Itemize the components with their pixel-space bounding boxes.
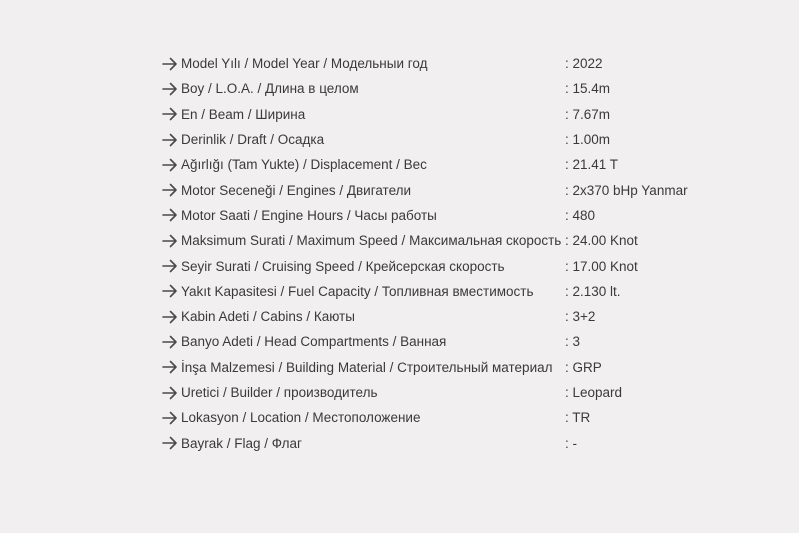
spec-label: Kabin Adeti / Cabins / Каюты — [181, 309, 355, 325]
spec-row-model-year — [162, 51, 762, 76]
arrow-right-icon — [162, 284, 178, 298]
spec-label: Yakıt Kapasitesi / Fuel Capacity / Топливная вместимость — [181, 283, 534, 299]
spec-row-fuel-capacity — [162, 279, 762, 304]
spec-row-engine-hours — [162, 203, 762, 228]
arrow-right-icon — [162, 436, 178, 450]
arrow-right-icon — [162, 411, 178, 425]
arrow-right-icon — [162, 234, 178, 248]
spec-value: : 15.4m — [565, 81, 611, 97]
spec-value: : 7.67m — [565, 106, 611, 122]
arrow-right-icon — [162, 360, 178, 374]
spec-row-max-speed — [162, 228, 762, 253]
arrow-right-icon — [162, 259, 178, 273]
spec-value: : 3+2 — [565, 309, 596, 325]
spec-label: Uretici / Builder / производитель — [181, 385, 378, 400]
spec-row-displacement — [162, 152, 762, 177]
spec-label: İnşa Malzemesi / Building Material / Строительный материал — [181, 359, 553, 375]
spec-row-building-material — [162, 355, 762, 380]
spec-value: : - — [565, 435, 577, 451]
spec-value: : Leopard — [565, 385, 623, 400]
spec-value: : 24.00 Knot — [565, 233, 638, 249]
arrow-right-icon — [162, 310, 178, 324]
spec-label: Motor Saati / Engine Hours / Часы работы — [181, 207, 437, 223]
arrow-right-icon — [162, 133, 178, 147]
spec-row-location — [162, 405, 762, 430]
arrow-right-icon — [162, 183, 178, 197]
spec-label: Ağırlığı (Tam Yukte) / Displacement / Вес — [181, 157, 427, 173]
spec-row-builder — [162, 380, 762, 405]
arrow-right-icon — [162, 107, 178, 121]
spec-row-cruising-speed — [162, 253, 762, 278]
spec-value: : GRP — [565, 359, 602, 375]
spec-value: : 2022 — [565, 56, 603, 72]
spec-label: Maksimum Surati / Maximum Speed / Максимальная скорость — [181, 233, 562, 249]
spec-label: Bayrak / Flag / Флаг — [181, 435, 302, 451]
spec-value: : 1.00m — [565, 132, 611, 148]
spec-label: Model Yılı / Model Year / Модельныи год — [181, 56, 428, 72]
arrow-right-icon — [162, 386, 178, 400]
spec-label: Motor Seceneği / Engines / Двигатели — [181, 182, 412, 198]
spec-label: Banyo Adeti / Head Compartments / Ванная — [181, 334, 447, 350]
spec-label: Derinlik / Draft / Осадка — [181, 132, 325, 148]
spec-value: : 480 — [565, 207, 596, 223]
spec-value: : 21.41 T — [565, 157, 619, 173]
arrow-right-icon — [162, 158, 178, 172]
arrow-right-icon — [162, 335, 178, 349]
spec-label: Boy / L.O.A. / Длина в целом — [181, 81, 359, 97]
spec-label: Lokasyon / Location / Местоположение — [181, 410, 421, 426]
spec-row-flag — [162, 430, 762, 455]
arrow-right-icon — [162, 57, 178, 71]
spec-value: : 2x370 bHp Yanmar — [565, 182, 688, 198]
arrow-right-icon — [162, 208, 178, 222]
spec-value: : 3 — [565, 334, 581, 350]
spec-row-draft — [162, 127, 762, 152]
spec-row-beam — [162, 102, 762, 127]
spec-value: : 17.00 Knot — [565, 258, 638, 274]
spec-value: : TR — [565, 410, 591, 426]
spec-list — [162, 51, 762, 456]
spec-label: En / Beam / Ширина — [181, 106, 306, 122]
spec-row-loa — [162, 76, 762, 101]
spec-row-cabins — [162, 304, 762, 329]
spec-row-head-compartments — [162, 329, 762, 354]
spec-value: : 2.130 lt. — [565, 283, 621, 299]
spec-label: Seyir Surati / Cruising Speed / Крейсерская скорость — [181, 258, 505, 274]
arrow-right-icon — [162, 82, 178, 96]
spec-row-engines — [162, 177, 762, 202]
